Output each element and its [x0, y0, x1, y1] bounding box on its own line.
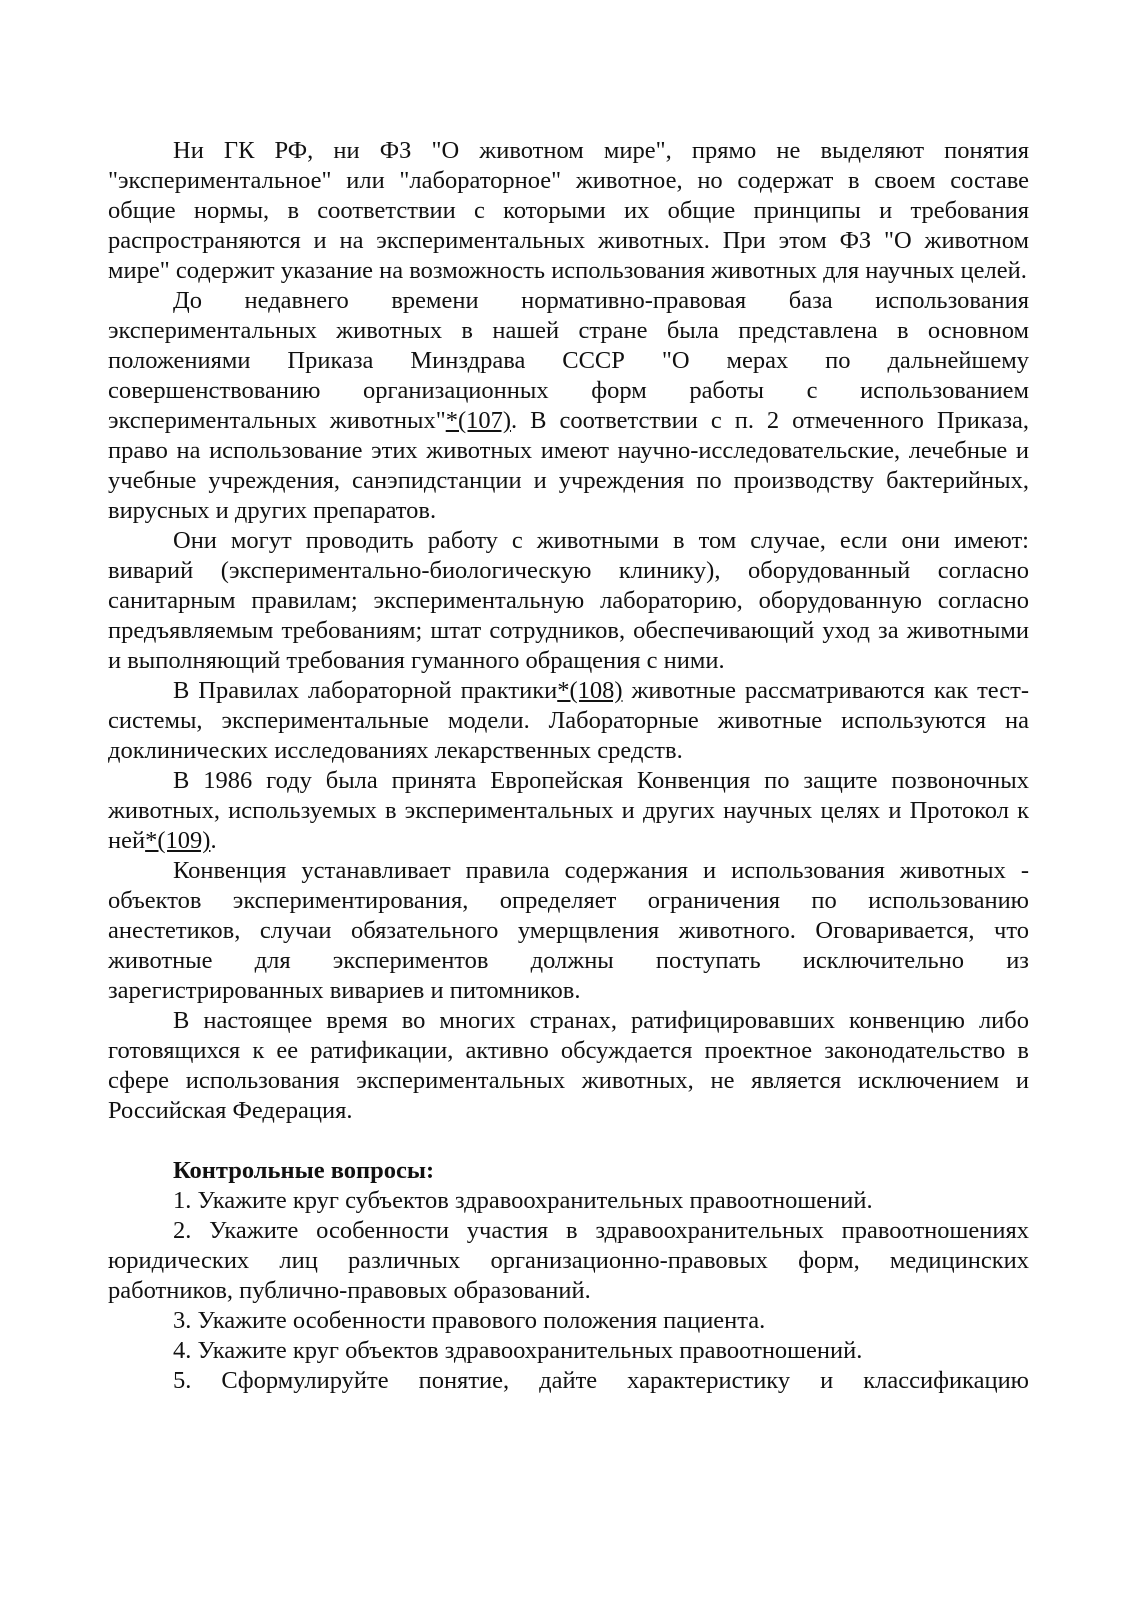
question-item: 4. Укажите круг объектов здравоохранительных правоотношений.	[173, 1337, 863, 1364]
paragraph	[108, 856, 1029, 1006]
question-item: 2. Укажите особенности участия в здравоохранительных правоотношениях юридических лиц различных организационно-правовых форм, медицинских работников, публично-правовых образований.	[108, 1217, 1029, 1304]
paragraph-text: В настоящее время во многих странах, ратифицировавших конвенцию либо готовящихся к ее ратификации, активно обсуждается проектное законодательство в сфере использования экспериментальных животных, не является исключением и Российская Федерация.	[108, 1007, 1029, 1124]
paragraph-text: . В соответствии с п. 2 отмеченного Приказа, право на использование этих животных имеют научно-исследовательские, лечебные и учебные учреждения, санэпидстанции и учреждения по производству бактерийных, вирусных и других препаратов.	[108, 407, 1030, 524]
paragraph-text: .	[210, 827, 217, 854]
paragraph	[108, 526, 1029, 676]
document-body	[108, 136, 1029, 1396]
footnote-link[interactable]: *(108)	[557, 677, 623, 704]
paragraph	[108, 1006, 1029, 1126]
question-item: 1. Укажите круг субъектов здравоохранительных правоотношений.	[173, 1187, 873, 1214]
paragraph	[108, 136, 1029, 286]
paragraph-text: В Правилах лабораторной практики	[173, 677, 558, 704]
question-item: 3. Укажите особенности правового положения пациента.	[173, 1307, 766, 1334]
paragraph	[108, 286, 1029, 526]
control-questions	[108, 1156, 1029, 1396]
paragraph-text: животные рассматриваются как тест-системы, экспериментальные модели. Лабораторные животные используются на доклинических исследованиях лекарственных средств.	[108, 677, 1029, 764]
paragraph	[108, 676, 1029, 766]
paragraph-text: Ни ГК РФ, ни ФЗ "О животном мире", прямо не выделяют понятия "экспериментальное" или "лабораторное" животное, но содержат в своем составе общие нормы, в соответствии с которыми их общие принципы и требования распространяются и на экспериментальных животных. При этом ФЗ "О животном мире" содержит указание на возможность использования животных для научных целей.	[108, 137, 1029, 284]
footnote-link[interactable]: *(107)	[445, 407, 512, 434]
question-item: 5. Сформулируйте понятие, дайте характеристику и классификацию	[173, 1367, 1029, 1394]
blank-line	[108, 1126, 1029, 1156]
paragraph-text: До недавнего времени нормативно-правовая база использования экспериментальных животных в нашей стране была представлена в основном положениями Приказа Минздрава СССР "О мерах по дальнейшему совершенствованию организационных форм работы с использованием экспериментальных животных"	[108, 287, 1029, 434]
paragraphs	[108, 136, 1029, 1126]
paragraph-text: Они могут проводить работу с животными в том случае, если они имеют: виварий (экспериментально-биологическую клинику), оборудованный согласно санитарным правилам; экспериментальную лабораторию, оборудованную согласно предъявляемым требованиям; штат сотрудников, обеспечивающий уход за животными и выполняющий требования гуманного обращения с ними.	[108, 527, 1029, 674]
footnote-link[interactable]: *(109)	[145, 827, 211, 854]
paragraph	[108, 766, 1029, 856]
paragraph-text: Конвенция устанавливает правила содержания и использования животных - объектов экспериментирования, определяет ограничения по использованию анестетиков, случаи обязательного умерщвления животного. Оговаривается, что животные для экспериментов должны поступать исключительно из зарегистрированных вивариев и питомников.	[108, 857, 1029, 1004]
questions-list	[108, 1186, 1029, 1396]
paragraph-text: В 1986 году была принята Европейская Конвенция по защите позвоночных животных, используемых в экспериментальных и других научных целях и Протокол к ней	[108, 767, 1029, 854]
questions-heading: Контрольные вопросы:	[173, 1157, 435, 1184]
